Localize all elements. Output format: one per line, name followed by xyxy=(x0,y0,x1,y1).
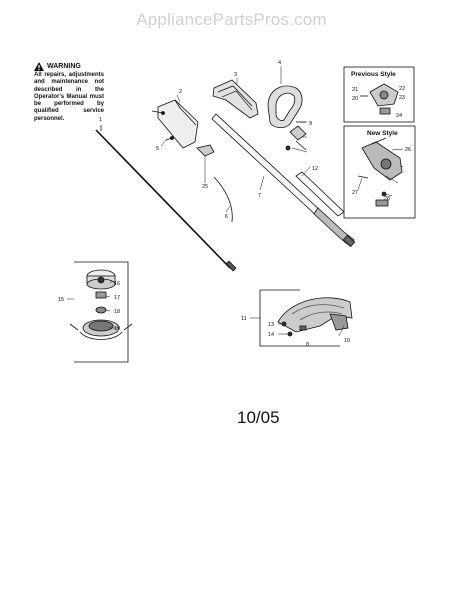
previous-style-title: Previous Style xyxy=(351,71,396,78)
part-label-12: 12 xyxy=(312,166,319,172)
clamp-hardware-part xyxy=(286,122,306,150)
previous-style-assembly xyxy=(360,84,398,114)
part-label-1: 1 xyxy=(99,117,103,123)
throttle-cable-part xyxy=(214,177,232,222)
part-label-13: 13 xyxy=(268,322,275,328)
handle-bracket-part xyxy=(152,100,198,148)
part-label-5: 5 xyxy=(156,146,160,152)
part-label-21: 21 xyxy=(352,87,359,93)
part-label-4: 4 xyxy=(278,60,282,66)
part-label-14: 14 xyxy=(268,332,275,338)
part-label-3: 3 xyxy=(234,72,238,78)
part-label-19: 19 xyxy=(114,326,121,332)
drive-shaft-part xyxy=(96,125,236,271)
part-label-27: 27 xyxy=(352,190,359,196)
part-label-20: 20 xyxy=(352,96,359,102)
part-label-6: 6 xyxy=(225,214,229,220)
part-label-11: 11 xyxy=(241,316,247,322)
part-label-9: 9 xyxy=(309,121,313,127)
site-watermark: AppliancePartsPros.com xyxy=(136,10,327,29)
part-label-8: 8 xyxy=(306,342,310,348)
part-label-15: 15 xyxy=(58,297,65,303)
new-style-title: New Style xyxy=(367,130,398,137)
cable-clip-part xyxy=(197,145,214,156)
part-label-25: 25 xyxy=(202,184,209,190)
trimmer-head-assembly xyxy=(70,270,132,340)
part-label-23: 23 xyxy=(399,95,406,101)
part-label-7: 7 xyxy=(258,193,262,199)
main-tube-part xyxy=(212,114,355,247)
part-label-24: 24 xyxy=(396,113,403,119)
warning-text: All repairs, adjustments and maintenance not described in the Operator's Manual must be performed by qualified service personnel. xyxy=(34,72,104,122)
part-label-18: 18 xyxy=(114,309,121,315)
new-style-assembly xyxy=(358,138,402,206)
part-label-10: 10 xyxy=(344,338,351,344)
d-handle-part xyxy=(268,86,302,128)
part-label-2: 2 xyxy=(179,89,183,95)
shield-guard-assembly xyxy=(278,298,352,336)
part-label-17: 17 xyxy=(114,295,121,301)
part-label-26: 26 xyxy=(405,147,412,153)
part-label-22: 22 xyxy=(399,86,406,92)
part-label-16: 16 xyxy=(114,281,121,287)
grip-handle-part xyxy=(213,80,258,118)
warning-title: WARNING xyxy=(47,62,81,70)
revision-date: 10/05 xyxy=(237,408,280,427)
part-label-28: 28 xyxy=(384,196,391,202)
